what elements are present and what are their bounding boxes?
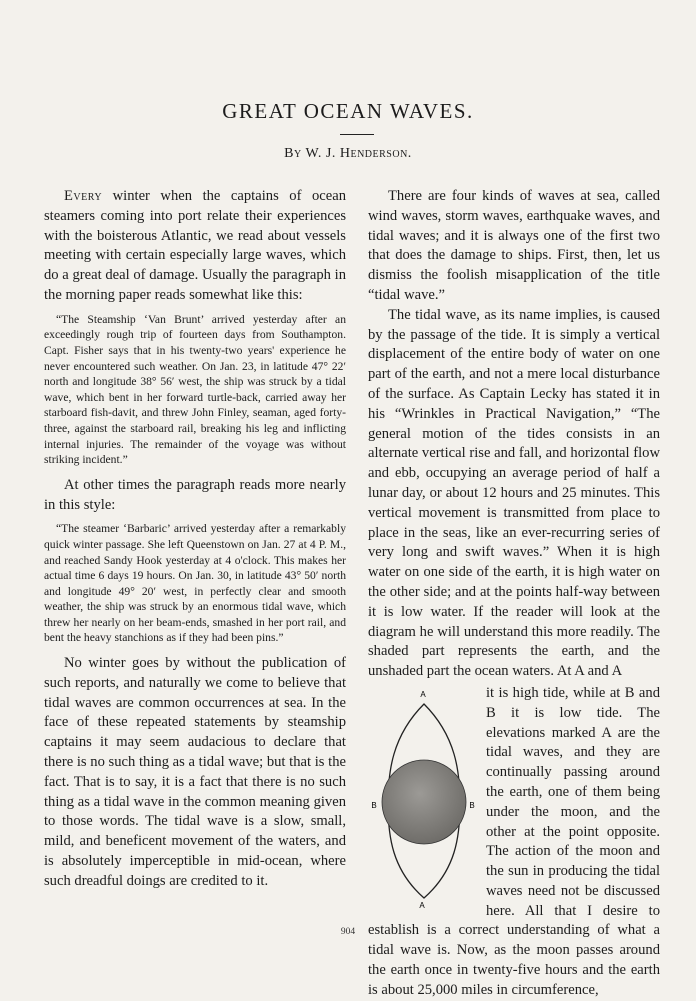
paragraph-intro-text: winter when the captains of ocean steamers coming into port relate their experiences with the boisterous Atlantic, we read about vessels meeting with certain especially large waves, which do a great deal of damage. Usually the paragraph in the morning paper reads somewhat like this: (44, 188, 346, 303)
paragraph-other-times: At other times the paragraph reads more nearly in this style: (44, 476, 346, 513)
page-number: 904 (340, 927, 356, 937)
paragraph-high-tide: it is high tide, while at B and B it is low tide. The elevations marked A are the tidal waves, and they are continually passing around the earth, one of them being under the moon, and the other at the point opposite. The action of the moon and the sun in producing the tidal waves need not be discussed here. All that I desire to establish is a correct understanding of what a tidal wave is. Now, as the moon passes around the earth once in twenty-five hours and the earth is about 25,000 miles in circumference, (368, 684, 660, 998)
label-b-left: B (371, 800, 377, 810)
quotation-van-brunt: “The Steamship ‘Van Brunt’ arrived yesterday after an exceedingly rough trip of fourteen days from Southampton. Capt. Fisher says that in his twenty-two years' experience he never encountered such weather. On Jan. 23, in latitude 47° 22′ north and longitude 38° 56′ west, the ship was struck by a tidal wave, which bent in her forward turtle-back, carried away her starboard fish-davit, and threw John Finley, seaman, aged forty-three, against the starboard rail, breaking his leg and inflicting internal injuries. The remainder of the voyage was without striking incident.” (44, 312, 346, 467)
paragraph-intro (44, 187, 346, 306)
drop-lead-word: Every (64, 188, 103, 204)
quotation-barbaric: “The steamer ‘Barbaric’ arrived yesterday after a remarkably quick winter passage. She left Queenstown on Jan. 27 at 4 P. M., and reached Sandy Hook yesterday at 4 o'clock. This makes her actual time 6 days 19 hours. On Jan. 30, in latitude 43° 50′ north and longitude 49° 20′ west, in perfectly clear and smooth weather, the ship was struck by an enormous tidal wave, which threw her nearly on her beam-ends, smashed in her port rail, and bent the heavy stanchions as if they had been pins.” (44, 522, 346, 645)
title-rule (340, 134, 374, 135)
label-a-bottom: A (419, 900, 425, 910)
paragraph-no-winter: No winter goes by without the publication of such reports, and naturally we come to believe that tidal waves are common occurrences at sea. In the face of these repeated statements by steamship captains it may seem audacious to declare that there is no such thing as a tidal wave; but that is the fact. That is to say, it is a fact that there is no such thing as a tidal wave in the common meaning given to those words. The tidal wave is a slow, small, mild, and beneficent movement of the waters, and is absolutely imperceptible in mid-ocean, where such dreadful doings are credited to it. (44, 655, 346, 889)
left-column (44, 187, 346, 892)
earth-disc (382, 760, 466, 844)
figure-wrap (368, 684, 660, 1001)
tidal-wave-diagram (364, 684, 482, 910)
article-byline: By W. J. Henderson. (284, 146, 412, 161)
label-b-right: B (469, 800, 475, 810)
label-a-top: A (420, 689, 426, 699)
paragraph-four-kinds: There are four kinds of waves at sea, called wind waves, storm waves, earthquake waves, and tidal waves; and it is always one of the first two that does the damage to ships. First, then, let us dismiss the foolish misapplication of the title “tidal wave.” (368, 188, 660, 303)
paragraph-tidal-wave: The tidal wave, as its name implies, is caused by the passage of the tide. It is simply a vertical displacement of the entire body of water on one part of the earth, and not a mere local disturbance of the surface. As Captain Lecky has stated it in his “Wrinkles in Practical Navigation,” “The general motion of the tides consists in an alternate vertical rise and fall, and horizontal flow and ebb, occupying an average period of half a lunar day, or about 12 hours and 25 minutes. This vertical movement is transmitted from place to place in the seas, like an ever-recurring series of very long and swift waves.” When it is high water on one side of the earth, it is high water on the other side; and at the points half-way between it is low water. If the reader will look at the diagram he will understand this more readily. The shaded part represents the earth, and the unshaded part the ocean waters. At A and A (368, 306, 660, 680)
article-title: GREAT OCEAN WAVES. (222, 99, 474, 123)
diagram-svg (364, 684, 482, 910)
right-column (368, 187, 660, 1001)
